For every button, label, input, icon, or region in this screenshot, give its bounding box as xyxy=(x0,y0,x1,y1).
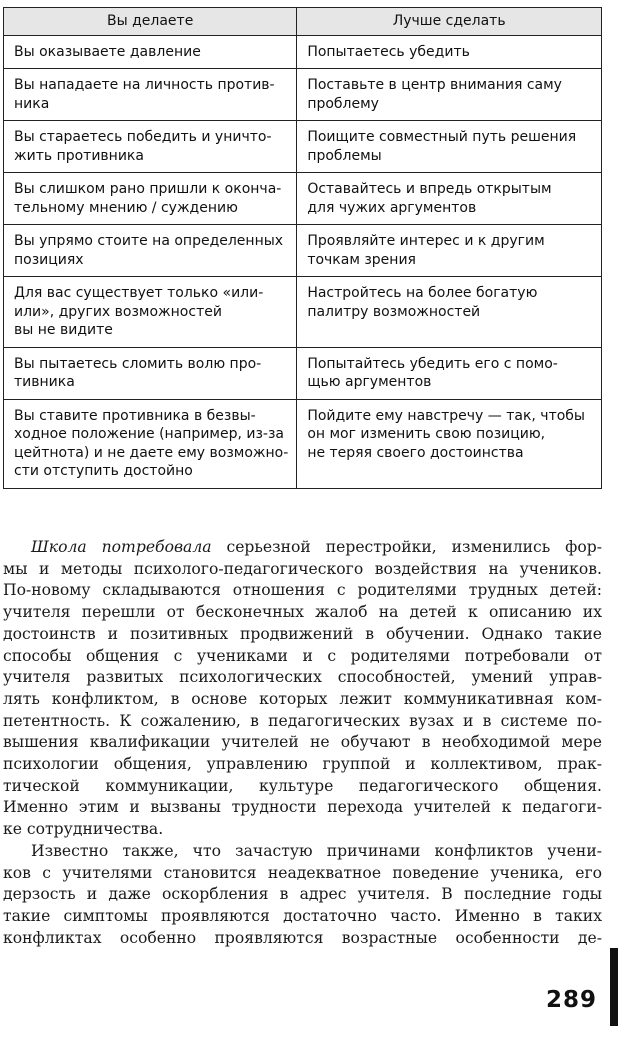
cell-line: вы не видите xyxy=(14,322,113,338)
cell-line: проблемы xyxy=(307,147,382,164)
cell-line: щью аргументов xyxy=(307,374,432,390)
table-row xyxy=(4,277,602,348)
cell-line: точкам зрения xyxy=(307,251,416,268)
cell-line: Пойдите ему навстречу — так, чтобы xyxy=(307,407,585,424)
italic-phrase: Школа потребовала xyxy=(31,538,212,556)
cell-line: жить противника xyxy=(14,147,144,164)
header-you-do: Вы делаете xyxy=(4,8,297,36)
cell-better-do xyxy=(297,399,602,488)
text-line: конфликтах особенно проявляются возрастные особенности де- xyxy=(3,928,602,947)
cell-line: Вы упрямо стоите на определенных xyxy=(14,233,284,249)
cell-line: Проявляйте интерес и к другим xyxy=(307,233,545,249)
cell-line: Для вас существует только «или- xyxy=(14,285,264,301)
cell-line: Вы нападаете на личность против- xyxy=(14,77,275,93)
cell-you-do xyxy=(4,69,297,121)
cell-line: ходное положение (например, из-за xyxy=(14,426,284,442)
text-line: петентность. К сожалению, в педагогических вузах и в системе по- xyxy=(3,711,602,730)
page-edge-marker xyxy=(610,948,618,1026)
cell-line: проблему xyxy=(307,95,379,112)
cell-line: для чужих аргументов xyxy=(307,199,477,216)
table-row xyxy=(4,225,602,277)
cell-line: позициях xyxy=(14,251,84,268)
table-row xyxy=(4,35,602,69)
text-line: такие симптомы проявляются достаточно часто. Именно в таких xyxy=(3,906,602,925)
cell-line: Оставайтесь и впредь открытым xyxy=(307,181,552,197)
paragraph-1 xyxy=(3,559,602,841)
cell-better-do xyxy=(297,347,602,399)
cell-better-do xyxy=(297,35,602,69)
cell-line: или», других возможностей xyxy=(14,303,222,320)
text-line: учителя развитых психологических способностей, умений управ- xyxy=(3,668,602,687)
cell-line: тивника xyxy=(14,374,75,390)
cell-better-do xyxy=(297,173,602,225)
cell-line: Вы пытаетесь сломить волю про- xyxy=(14,355,262,372)
cell-line: ника xyxy=(14,95,50,112)
cell-you-do xyxy=(4,173,297,225)
cell-line: палитру возможностей xyxy=(307,303,481,320)
cell-line: Вы слишком рано пришли к оконча- xyxy=(14,181,282,197)
text-line: достоинств и позитивных продвижений в обучении. Однако такие xyxy=(3,624,602,643)
cell-line: Настройтесь на более богатую xyxy=(307,285,538,301)
table-row xyxy=(4,121,602,173)
cell-line: Поставьте в центр внимания саму xyxy=(307,77,562,93)
cell-better-do xyxy=(297,121,602,173)
text-line: психологии общения, управлению группой и коллективом, прак- xyxy=(3,755,602,774)
paragraph-1-first-line xyxy=(3,537,602,559)
text-line: способы общения с учениками и с родителями потребовали от xyxy=(3,646,602,665)
cell-you-do xyxy=(4,399,297,488)
text-line: дерзость и даже оскорбления в адрес учителя. В последние годы xyxy=(3,885,602,904)
cell-better-do xyxy=(297,69,602,121)
table-body xyxy=(4,35,602,488)
page-number: 289 xyxy=(546,987,598,1013)
comparison-table xyxy=(3,7,602,489)
text-line: мы и методы психолого-педагогического воздействия на учеников. xyxy=(3,559,602,578)
header-better-do: Лучше сделать xyxy=(297,8,602,36)
text-line: лять конфликтом, в основе которых лежит коммуникативная ком- xyxy=(3,689,602,708)
cell-line: Поищите совместный путь решения xyxy=(307,129,577,145)
cell-line: Вы ставите противника в безвы- xyxy=(14,407,256,424)
text-line: Именно этим и вызваны трудности перехода учителей к педагоги- xyxy=(3,798,602,817)
text-line: тической коммуникации, культуре педагогического общения. xyxy=(3,776,602,795)
text-line: ков с учителями становится неадекватное поведение ученика, его xyxy=(3,863,602,882)
cell-you-do xyxy=(4,121,297,173)
cell-you-do xyxy=(4,35,297,69)
cell-line: цейтнота) и не даете ему возможно- xyxy=(14,444,289,461)
cell-line: тельному мнению / суждению xyxy=(14,199,238,216)
table-row xyxy=(4,399,602,488)
cell-line: Вы стараетесь победить и уничто- xyxy=(14,129,272,145)
text-line: вышения квалификации учителей не обучают в необходимой мере xyxy=(3,733,602,752)
cell-better-do xyxy=(297,225,602,277)
first-line-rest: серьезной перестройки, изменились фор- xyxy=(211,538,602,556)
cell-line: он мог изменить свою позицию, xyxy=(307,426,546,442)
cell-you-do xyxy=(4,277,297,348)
text-line: Известно также, что зачастую причинами конфликтов учени- xyxy=(31,841,602,860)
table-row xyxy=(4,69,602,121)
cell-line: сти отступить достойно xyxy=(14,463,193,479)
text-line: По-новому складываются отношения с родителями трудных детей: xyxy=(3,581,602,600)
paragraph-2 xyxy=(3,841,602,950)
cell-line: Попытайтесь убедить его с помо- xyxy=(307,355,558,372)
table-row xyxy=(4,173,602,225)
cell-line: не теряя своего достоинства xyxy=(307,444,524,461)
cell-you-do xyxy=(4,347,297,399)
body-text xyxy=(3,537,602,949)
table-header-row xyxy=(4,8,602,36)
cell-line: Попытаетесь убедить xyxy=(307,43,470,60)
text-line: ке сотрудничества. xyxy=(3,820,164,839)
cell-you-do xyxy=(4,225,297,277)
text-line: учителя перешли от бесконечных жалоб на детей к описанию их xyxy=(3,603,602,622)
cell-line: Вы оказываете давление xyxy=(14,43,201,60)
table-row xyxy=(4,347,602,399)
cell-better-do xyxy=(297,277,602,348)
